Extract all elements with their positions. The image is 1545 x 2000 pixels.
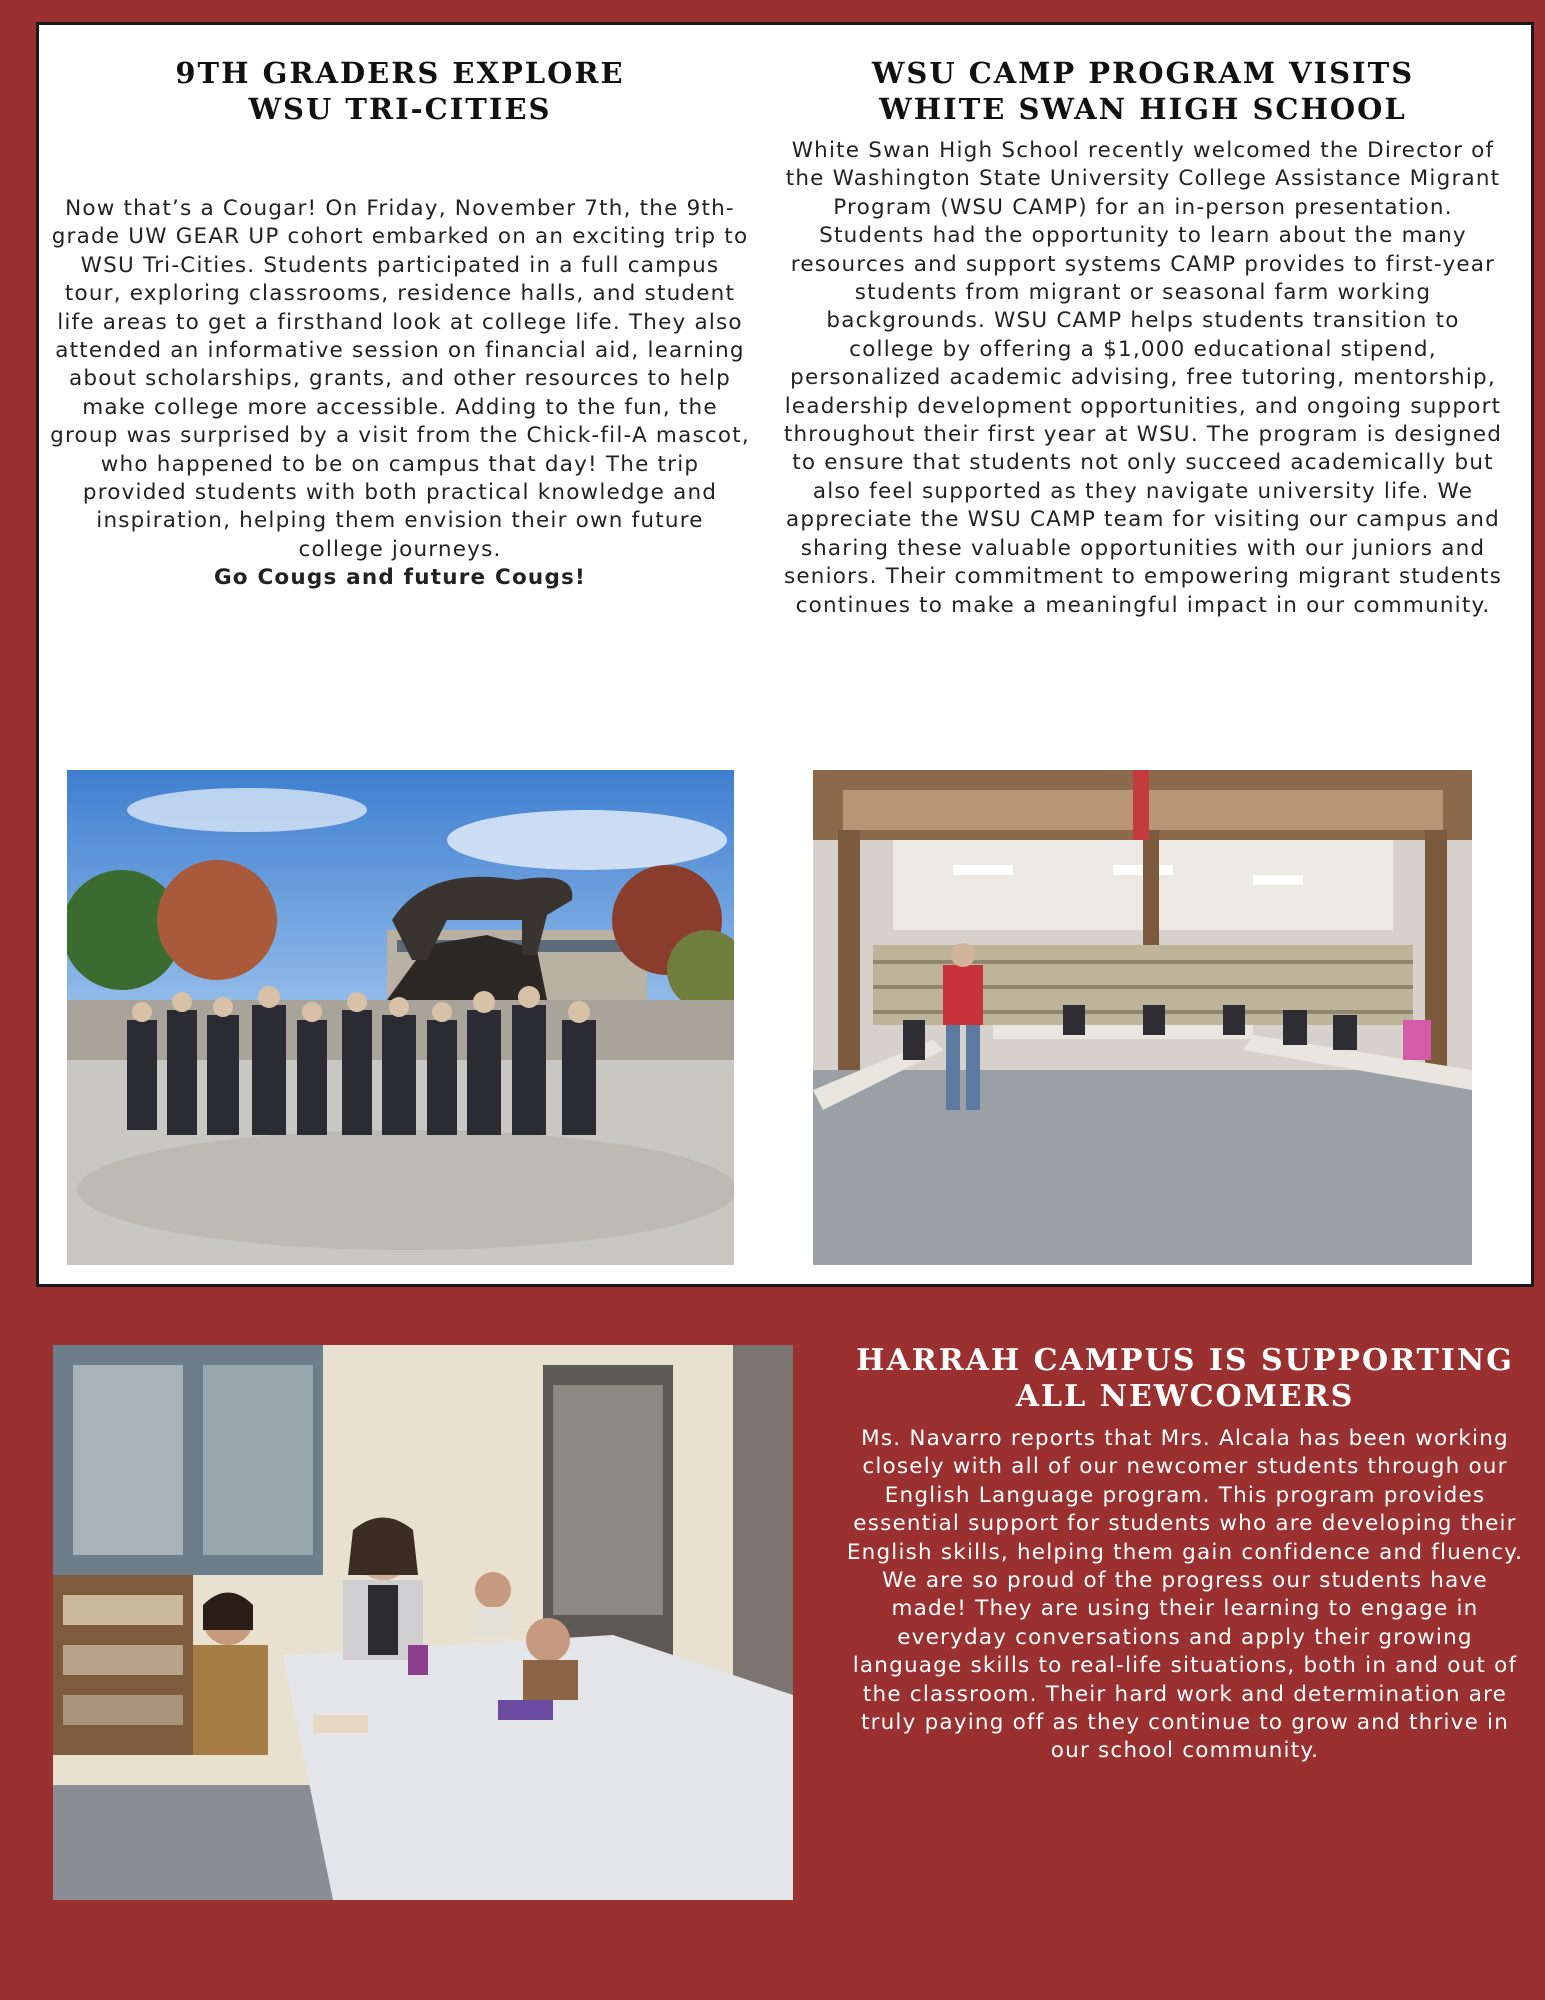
cougar-statue-group-photo — [67, 770, 734, 1265]
left-article-body — [50, 195, 750, 593]
left-headline-line1: 9TH GRADERS EXPLORE — [175, 56, 625, 90]
camp-presentation-photo — [813, 770, 1472, 1265]
harrah-paragraph-1: Ms. Navarro reports that Mrs. Alcala has been working closely with all of our newcomer students through our English Language program. This program provides essential support for students who are developing their English skills, helping them gain confidence and fluency. — [846, 1426, 1524, 1565]
left-article-body-text: Now that’s a Cougar! On Friday, November 7th, the 9th-grade UW GEAR UP cohort embarked on an exciting trip to WSU Tri-Cities. Students participated in a full campus tour, exploring classrooms, residence halls, and student life areas to get a firsthand look at college life. They also attended an informative session on financial aid, learning about scholarships, grants, and other resources to help make college more accessible. Adding to the fun, the group was surprised by a visit from the Chick-fil-A mascot, who happened to be on campus that day! The trip provided students with both practical knowledge and inspiration, helping them envision their own future college journeys. — [50, 196, 750, 562]
harrah-article-headline — [845, 1343, 1525, 1415]
harrah-headline-line2: ALL NEWCOMERS — [1015, 1379, 1355, 1414]
harrah-article — [845, 1343, 1525, 1766]
right-article-headline — [783, 55, 1503, 127]
harrah-article-body — [845, 1425, 1525, 1766]
left-article-tagline: Go Cougs and future Cougs! — [213, 565, 587, 591]
right-article-body: White Swan High School recently welcomed the Director of the Washington State University College Assistance Migrant Program (WSU CAMP) for an in-person presentation. Students had the opportunity to learn about the many resources and support systems CAMP provides to first-year students from migrant or seasonal farm working backgrounds. WSU CAMP helps students transition to college by offering a $1,000 educational stipend, personalized academic advising, free tutoring, mentorship, leadership development opportunities, and ongoing support throughout their first year at WSU. The program is designed to ensure that students not only succeed academically but also feel supported as they navigate university life. We appreciate the WSU CAMP team for visiting our campus and sharing these valuable opportunities with our juniors and seniors. Their commitment to empowering migrant students continues to make a meaningful impact in our community. — [783, 138, 1503, 618]
harrah-newcomers-photo — [53, 1345, 793, 1900]
left-article — [50, 55, 750, 593]
right-headline-line2: WHITE SWAN HIGH SCHOOL — [879, 92, 1407, 126]
right-headline-line1: WSU CAMP PROGRAM VISITS — [871, 56, 1415, 90]
left-headline-line2: WSU TRI-CITIES — [248, 92, 552, 126]
harrah-paragraph-2: We are so proud of the progress our students have made! They are using their learning to engage in everyday conversations and apply their growing language skills to real-life situations, both in and out of the classroom. Their hard work and determination are truly paying off as they continue to grow and thrive in our school community. — [852, 1568, 1518, 1764]
left-article-headline — [50, 55, 750, 127]
harrah-headline-line1: HARRAH CAMPUS IS SUPPORTING — [856, 1343, 1514, 1378]
right-article — [783, 55, 1503, 620]
